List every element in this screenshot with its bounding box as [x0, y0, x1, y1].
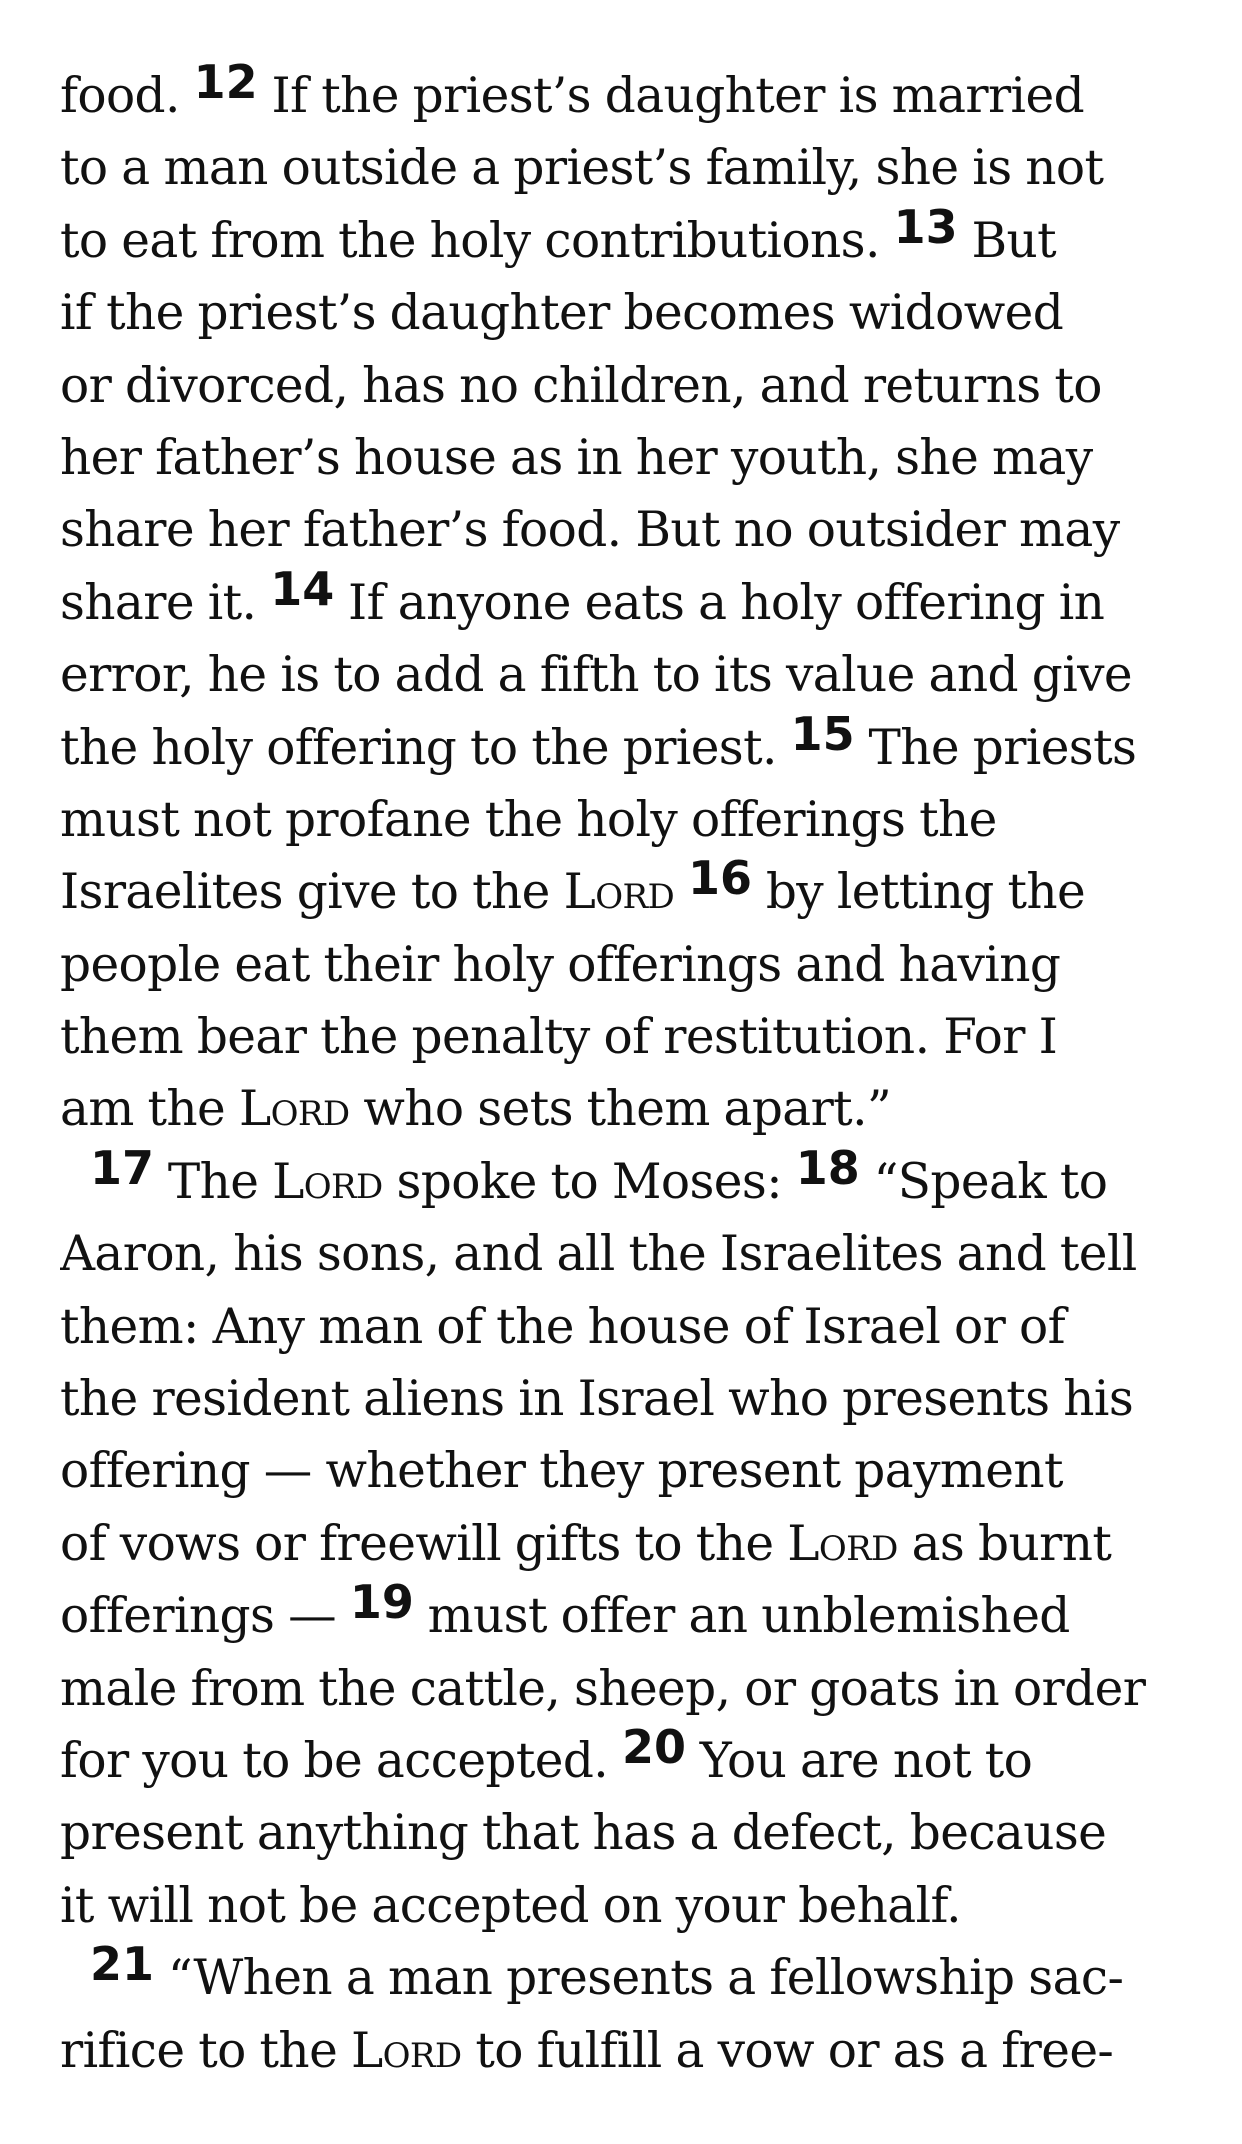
- verse-text: for you to be accepted.: [60, 1732, 622, 1789]
- verse-text: offering — whether they present payment: [60, 1443, 1063, 1500]
- verse-text: am the: [60, 1081, 239, 1138]
- text-line: [60, 1797, 1200, 1869]
- divine-name: Lord: [272, 1153, 383, 1210]
- text-line: [60, 1719, 1200, 1797]
- verse-text: to fulfill a vow or as a free-: [461, 2022, 1114, 2079]
- verse-text: offerings —: [60, 1588, 350, 1645]
- verse-text: share her father’s food. But no outsider may: [60, 502, 1120, 559]
- verse-number: 20: [621, 1719, 686, 1774]
- text-line: [60, 1363, 1200, 1435]
- verse-text: of vows or freewill gifts to the: [60, 1515, 788, 1572]
- text-line: [60, 851, 1200, 928]
- verse-text: [674, 864, 688, 920]
- text-line: [60, 1218, 1200, 1290]
- verse-number: 12: [193, 60, 258, 109]
- verse-text: food.: [60, 68, 194, 124]
- verse-text: But: [957, 212, 1057, 269]
- verse-text: must offer an unblemished: [413, 1588, 1070, 1645]
- text-line: [60, 60, 1200, 132]
- verse-text: The priests: [854, 719, 1137, 776]
- text-line: [60, 132, 1200, 204]
- verse-text: share it.: [60, 574, 271, 631]
- scripture-passage: [60, 60, 1200, 2087]
- text-line: [60, 561, 1200, 639]
- verse-number: 15: [790, 706, 855, 761]
- text-line: [60, 1001, 1200, 1073]
- text-line: [60, 784, 1200, 856]
- text-line: [60, 422, 1200, 494]
- verse-text: If anyone eats a holy offering in: [334, 574, 1105, 631]
- text-line: [60, 706, 1200, 784]
- divine-name: Lord: [238, 1081, 350, 1138]
- text-line: [60, 1435, 1200, 1507]
- divine-name: Lord: [787, 1515, 898, 1572]
- verse-text: it will not be accepted on your behalf.: [60, 1877, 961, 1934]
- verse-text: must not profane the holy offerings the: [60, 791, 997, 848]
- text-line: [60, 1140, 1200, 1218]
- verse-text: if the priest’s daughter becomes widowed: [60, 285, 1064, 342]
- verse-text: to eat from the holy contributions.: [60, 212, 894, 269]
- verse-text: error, he is to add a fifth to its value and give: [60, 647, 1133, 704]
- text-line: [60, 350, 1200, 422]
- verse-text: or divorced, has no children, and returns to: [60, 357, 1102, 414]
- divine-name: Lord: [351, 2022, 462, 2079]
- verse-number: 21: [90, 1937, 155, 1992]
- verse-text: rifice to the: [60, 2022, 351, 2079]
- verse-text: by letting the: [752, 864, 1086, 921]
- text-line: [60, 1508, 1200, 1580]
- text-line: [60, 277, 1200, 349]
- text-line: [60, 2015, 1200, 2087]
- text-line: [60, 1291, 1200, 1363]
- verse-text: “When a man presents a fellowship sac-: [154, 1950, 1124, 2007]
- verse-text: the resident aliens in Israel who presents his: [60, 1371, 1134, 1428]
- reading-pane[interactable]: [60, 60, 1200, 2144]
- verse-text: spoke to Moses:: [382, 1153, 796, 1210]
- verse-text: “Speak to: [859, 1153, 1108, 1210]
- verse-text: to a man outside a priest’s family, she is not: [60, 140, 1104, 197]
- text-line: [60, 1073, 1200, 1145]
- verse-text: If the priest’s daughter is married: [257, 68, 1085, 124]
- verse-text: male from the cattle, sheep, or goats in order: [60, 1660, 1146, 1717]
- verse-number: 18: [795, 1140, 860, 1195]
- verse-number: 16: [687, 851, 752, 906]
- text-line: [60, 1575, 1200, 1652]
- verse-text: You are not to: [685, 1732, 1033, 1789]
- verse-text: who sets them apart.”: [349, 1081, 892, 1138]
- verse-number: 13: [893, 199, 958, 254]
- verse-text: Israelites give to the: [60, 864, 564, 921]
- verse-text: her father’s house as in her youth, she may: [60, 429, 1093, 486]
- text-line: [60, 1653, 1200, 1725]
- verse-number: 17: [90, 1140, 155, 1195]
- verse-text: them: Any man of the house of Israel or of: [60, 1298, 1065, 1355]
- verse-text: as burnt: [897, 1515, 1112, 1572]
- divine-name: Lord: [563, 864, 675, 921]
- text-line: [60, 494, 1200, 566]
- verse-number: 14: [270, 561, 335, 616]
- verse-number: 19: [349, 1575, 414, 1630]
- verse-text: The: [154, 1153, 273, 1210]
- verse-text: present anything that has a defect, because: [60, 1805, 1107, 1862]
- text-line: [60, 1870, 1200, 1942]
- verse-text: the holy offering to the priest.: [60, 719, 791, 776]
- text-line: [60, 639, 1200, 711]
- verse-text: Aaron, his sons, and all the Israelites and tell: [60, 1226, 1137, 1283]
- text-line: [60, 199, 1200, 277]
- verse-text: people eat their holy offerings and having: [60, 936, 1061, 993]
- text-line: [60, 1937, 1200, 2014]
- verse-text: them bear the penalty of restitution. For I: [60, 1009, 1058, 1066]
- text-line: [60, 929, 1200, 1001]
